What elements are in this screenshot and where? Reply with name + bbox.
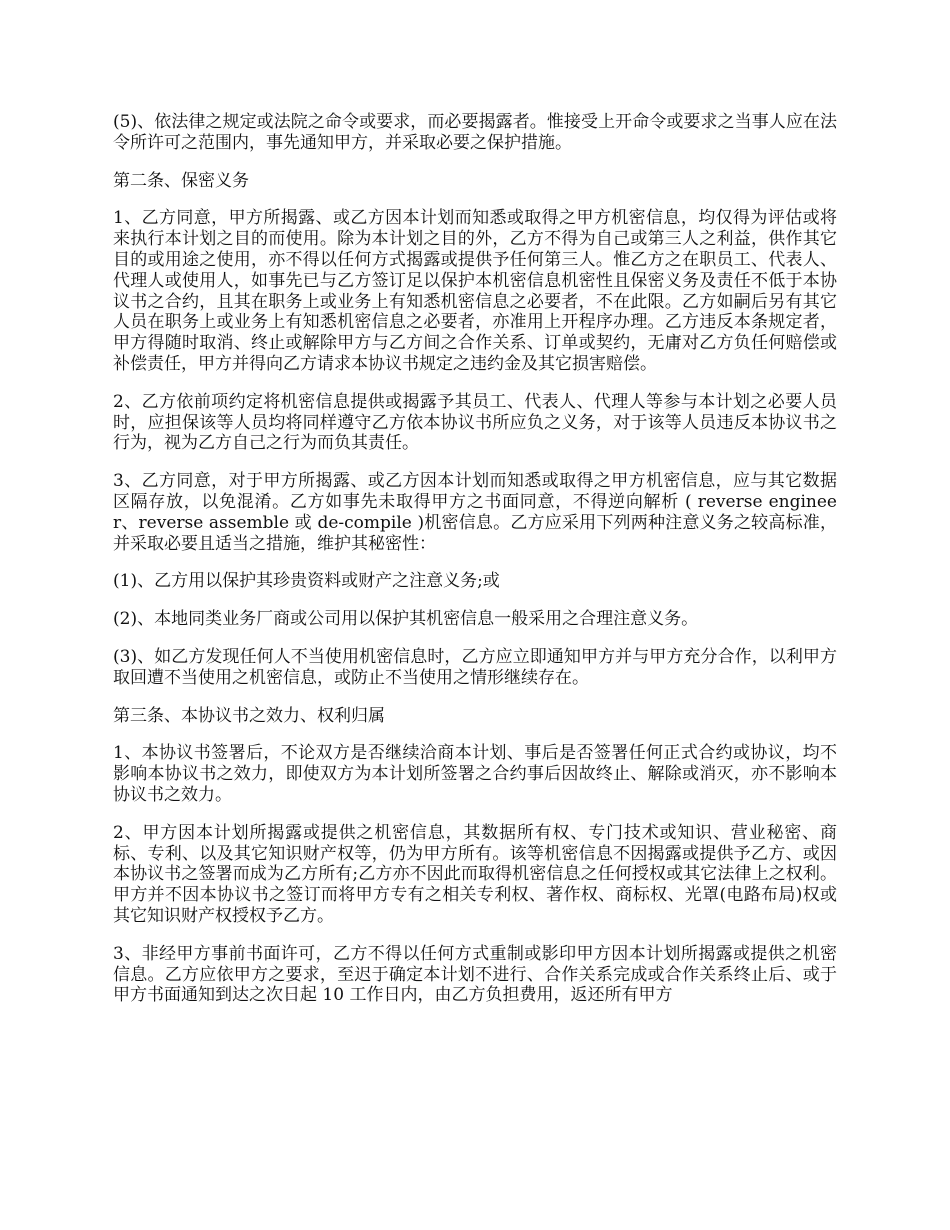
section-heading-article-2: 第二条、保密义务 xyxy=(113,170,249,191)
paragraph-subitem-3: (3)、如乙方发现任何人不当使用机密信息时，乙方应立即通知甲方并与甲方充分合作，以利甲方取回遭不当使用之机密信息，或防止不当使用之情形继续存在。 xyxy=(113,646,837,688)
paragraph-article-3-item-1: 1、本协议书签署后，不论双方是否继续洽商本计划、事后是否签署任何正式合约或协议，均不影响本协议书之效力，即使双方为本计划所签署之合约事后因故终止、解除或消灭，亦不影响本协议书之效力。 xyxy=(113,743,837,805)
paragraph-article-3-item-3: 3、非经甲方事前书面许可，乙方不得以任何方式重制或影印甲方因本计划所揭露或提供之机密信息。乙方应依甲方之要求，至迟于确定本计划不进行、合作关系完成或合作关系终止后、或于甲方书面通知到达之次日起 10 工作日内，由乙方负担费用，返还所有甲方 xyxy=(113,943,837,1006)
paragraph-article-3-item-2: 2、甲方因本计划所揭露或提供之机密信息，其数据所有权、专门技术或知识、营业秘密、商标、专利、以及其它知识财产权等，仍为甲方所有。该等机密信息不因揭露或提供予乙方、或因本协议书之签署而成为乙方所有;乙方亦不因此而取得机密信息之任何授权或其它法律上之权利。甲方并不因本协议书之签订而将甲方专有之相关专利权、著作权、商标权、光罩(电路布局)权或其它知识财产权授权予乙方。 xyxy=(113,822,837,926)
paragraph-article-2-item-2: 2、乙方依前项约定将机密信息提供或揭露予其员工、代表人、代理人等参与本计划之必要人员时，应担保该等人员均将同样遵守乙方依本协议书所应负之义务，对于该等人员违反本协议书之行为，视为乙方自己之行为而负其责任。 xyxy=(113,391,837,454)
paragraph-subitem-1: (1)、乙方用以保护其珍贵资料或财产之注意义务;或 xyxy=(113,571,500,592)
section-heading-article-3: 第三条、本协议书之效力、权利归属 xyxy=(113,705,385,726)
paragraph-article-2-item-1: 1、乙方同意，甲方所揭露、或乙方因本计划而知悉或取得之甲方机密信息，均仅得为评估或将来执行本计划之目的而使用。除为本计划之目的外，乙方不得为自己或第三人之利益，供作其它目的或用途之使用，亦不得以任何方式揭露或提供予任何第三人。惟乙方之在职员工、代表人、代理人或使用人，如事先已与乙方签订足以保护本机密信息机密性且保密义务及责任不低于本协议书之合约，且其在职务上或业务上有知悉机密信息之必要者，不在此限。乙方如嗣后另有其它人员在职务上或业务上有知悉机密信息之必要者，亦准用上开程序办理。乙方违反本条规定者，甲方得随时取消、终止或解除甲方与乙方间之合作关系、订单或契约，无庸对乙方负任何赔偿或补偿责任，甲方并得向乙方请求本协议书规定之违约金及其它损害赔偿。 xyxy=(113,208,837,374)
paragraph-subitem-2: (2)、本地同类业务厂商或公司用以保护其机密信息一般采用之合理注意义务。 xyxy=(113,609,699,630)
paragraph-clause-5: (5)、依法律之规定或法院之命令或要求，而必要揭露者。惟接受上开命令或要求之当事人应在法令所许可之范围内，事先通知甲方，并采取必要之保护措施。 xyxy=(113,112,837,153)
paragraph-article-2-item-3: 3、乙方同意，对于甲方所揭露、或乙方因本计划而知悉或取得之甲方机密信息，应与其它数据区隔存放，以免混淆。乙方如事先未取得甲方之书面同意，不得逆向解析 ( reverse engineer、reverse assemble 或 de-compile )机密信息。乙方应采用下列两种注意义务之较高标准，并采取必要且适当之措施，维护其秘密性： xyxy=(113,471,837,554)
